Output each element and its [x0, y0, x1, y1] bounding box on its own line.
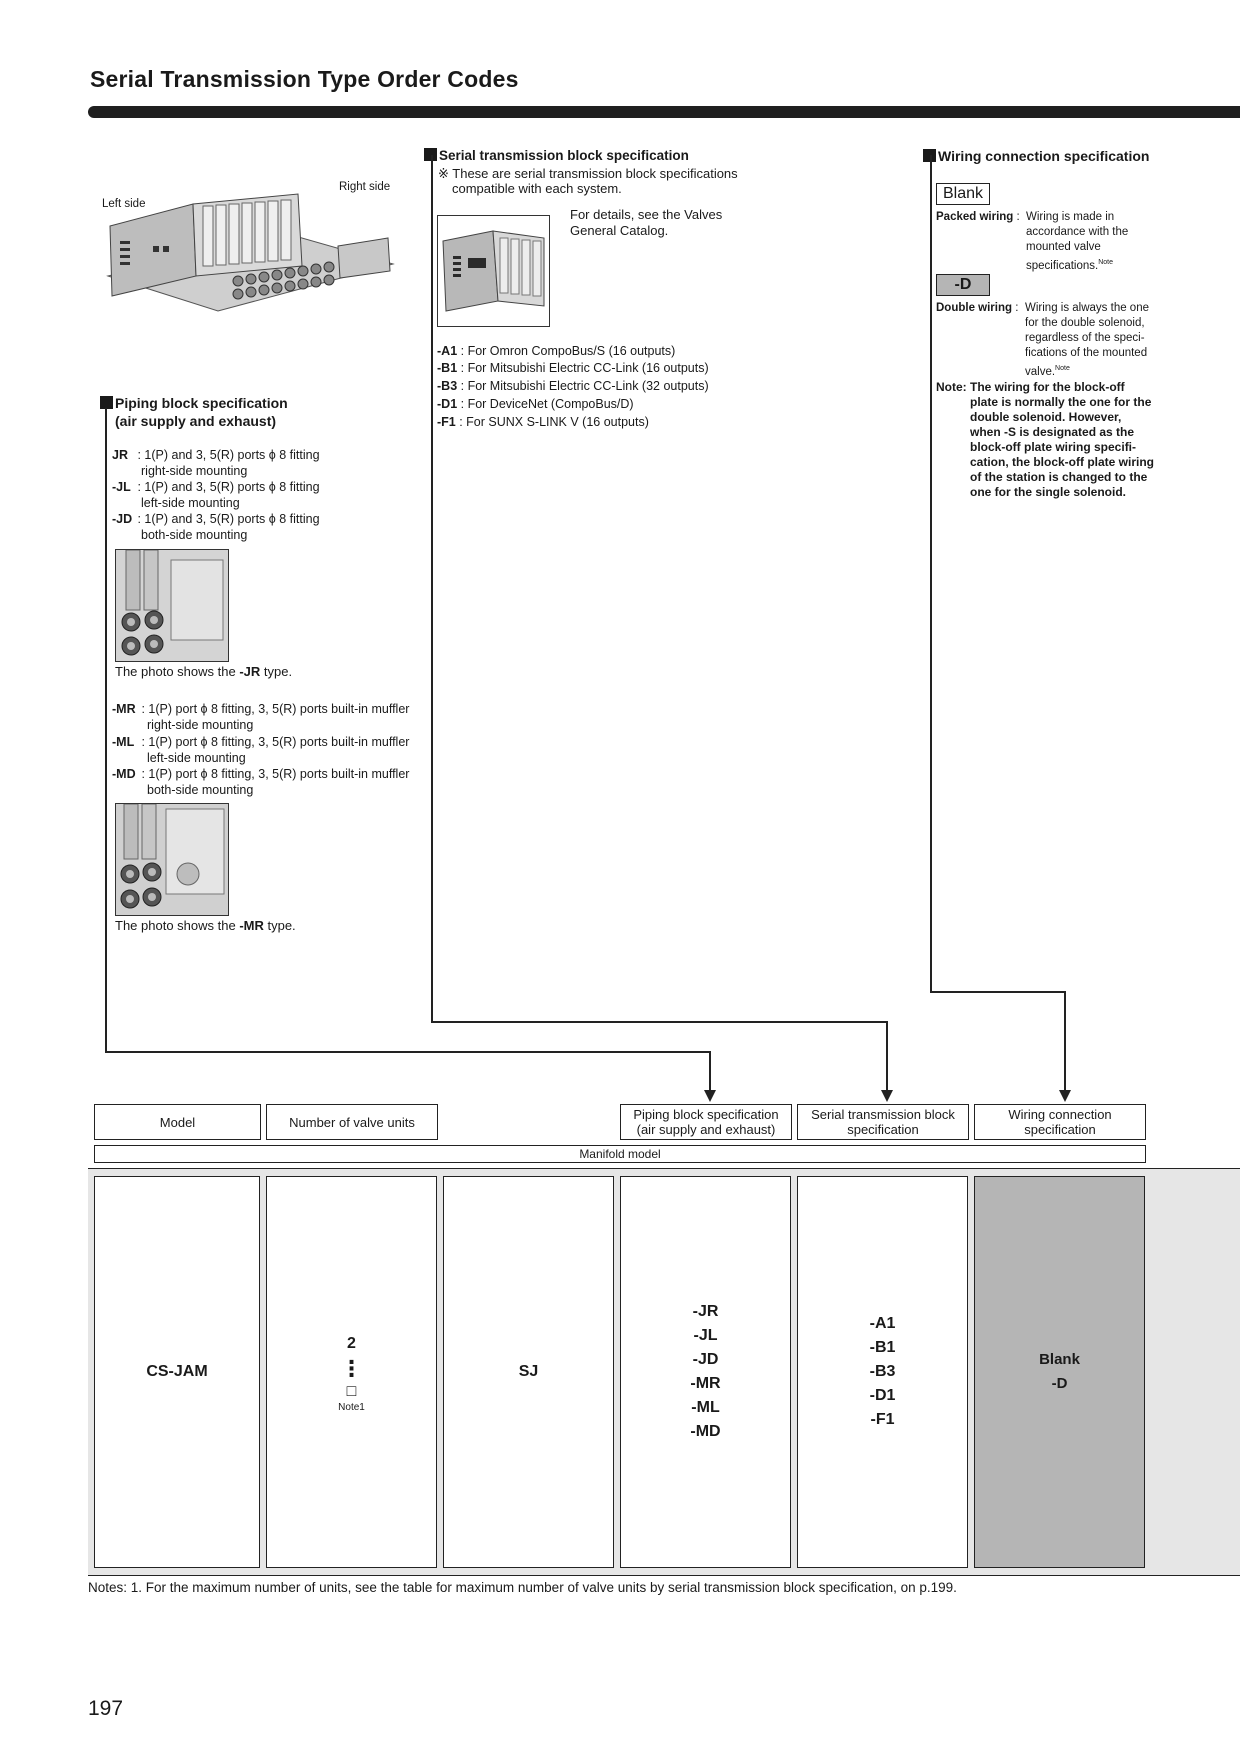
sep: :	[138, 735, 149, 749]
serial-connector-vertical	[431, 155, 433, 1022]
bullet-square-icon	[100, 396, 113, 409]
piping-item-mr-line2: right-side mounting	[147, 718, 254, 732]
packed-line-1: accordance with the	[1026, 226, 1129, 238]
serial-heading-text: Serial transmission block specification	[439, 148, 689, 163]
text: : For Omron CompoBus/S (16 outputs)	[457, 344, 676, 358]
sep: :	[138, 702, 149, 716]
note-sup: Note	[1098, 259, 1114, 266]
piping-code: -JL	[693, 1327, 718, 1344]
packed-line-2: mounted valve	[1026, 241, 1101, 253]
page-title: Serial Transmission Type Order Codes	[90, 66, 519, 92]
code: -D1	[437, 397, 458, 411]
left-side-label: Left side	[102, 198, 146, 210]
note-line: The wiring for the block-off	[970, 380, 1125, 394]
code: -B3	[437, 379, 458, 393]
header-units: Number of valve units	[266, 1104, 438, 1140]
line1: 1(P) port ϕ 8 fitting, 3, 5(R) ports built-in muffler	[148, 702, 410, 716]
wiring-connector-horizontal	[930, 991, 1065, 993]
header-model: Model	[94, 1104, 261, 1140]
piping-heading	[100, 394, 288, 412]
packed-line-0: Wiring is made in	[1026, 211, 1115, 223]
line1: 1(P) port ϕ 8 fitting, 3, 5(R) ports built-in muffler	[148, 767, 410, 781]
piping-item-jd-line2: both-side mounting	[141, 528, 248, 542]
units-note: Note1	[338, 1401, 365, 1413]
caption-pre: The photo shows the	[115, 918, 240, 933]
packed-line-3	[1026, 255, 1113, 274]
piping-code: -MD	[690, 1423, 721, 1440]
cell-model	[94, 1176, 260, 1568]
title-rule	[88, 106, 1240, 118]
units-top: 2	[347, 1334, 356, 1352]
code: JR	[112, 448, 128, 462]
caption-code: -MR	[239, 918, 264, 933]
piping-code: -MR	[690, 1375, 721, 1392]
wiring-connector-vertical	[930, 155, 932, 992]
piping-item-md-line2: both-side mounting	[147, 783, 254, 797]
header-piping	[620, 1104, 792, 1140]
code: -A1	[437, 344, 458, 358]
caption-post: type.	[260, 664, 293, 679]
piping-item-ml	[112, 734, 409, 750]
serial-item-a1	[437, 343, 675, 359]
label: Double wiring	[936, 302, 1013, 314]
piping-code: -JD	[692, 1351, 719, 1368]
line2: (air supply and exhaust)	[636, 1122, 776, 1137]
mr-type-photo	[115, 803, 229, 916]
cell-units	[266, 1176, 437, 1568]
serial-connector-horizontal	[431, 1021, 887, 1023]
text: : For Mitsubishi Electric CC-Link (32 outputs)	[457, 379, 709, 393]
page-number: 197	[88, 1697, 124, 1720]
sep: :	[138, 767, 149, 781]
header-wiring	[974, 1104, 1146, 1140]
manifold-model-label: Manifold model	[94, 1145, 1146, 1163]
line1: Serial transmission block	[811, 1107, 955, 1122]
piping-item-ml-line2: left-side mounting	[147, 751, 246, 765]
serial-item-b1	[437, 360, 709, 376]
label: Packed wiring	[936, 211, 1014, 223]
header-serial	[797, 1104, 969, 1140]
line1: 1(P) port ϕ 8 fitting, 3, 5(R) ports built-in muffler	[148, 735, 410, 749]
serial-code: -F1	[870, 1411, 895, 1428]
wiring-note-body	[970, 380, 1156, 500]
sep: :	[134, 448, 145, 462]
piping-arrow-icon	[704, 1090, 716, 1102]
blank-tag: Blank	[936, 183, 990, 205]
serial-code: -B1	[869, 1339, 896, 1356]
caption-pre: The photo shows the	[115, 664, 240, 679]
footnote: Notes: 1. For the maximum number of units, see the table for maximum number of valve units by serial transmission block specification, on p.199.	[88, 1580, 957, 1595]
piping-connector-vertical	[105, 408, 107, 1052]
piping-item-jl	[112, 479, 320, 495]
sep: :	[134, 480, 145, 494]
line2: specification	[1024, 1122, 1096, 1137]
piping-code: -JR	[692, 1303, 719, 1320]
cell-serial-codes	[797, 1176, 968, 1568]
serial-code: -B3	[869, 1363, 896, 1380]
code: -MR	[112, 702, 136, 716]
vertical-dots-icon: ⋮	[340, 1355, 363, 1381]
wiring-arrow-icon	[1059, 1090, 1071, 1102]
box-icon: □	[346, 1382, 357, 1400]
jr-type-photo	[115, 549, 229, 662]
serial-code: -A1	[869, 1315, 896, 1332]
double-line-4	[1025, 361, 1070, 380]
text: valve.	[1025, 365, 1056, 378]
serial-details-line2: General Catalog.	[570, 223, 669, 238]
code: -B1	[437, 361, 458, 375]
serial-heading	[424, 147, 689, 165]
line1: 1(P) and 3, 5(R) ports ϕ 8 fitting	[144, 480, 320, 494]
line1: Wiring connection	[1008, 1107, 1112, 1122]
serial-connector-drop	[886, 1021, 888, 1098]
d-tag: -D	[936, 274, 990, 296]
line2: specification	[847, 1122, 919, 1137]
piping-item-mr	[112, 701, 409, 717]
wiring-code: -D	[1051, 1375, 1068, 1392]
sep: :	[134, 512, 145, 526]
wiring-heading	[923, 147, 1149, 165]
caption-post: type.	[263, 918, 296, 933]
caption-code: -JR	[239, 664, 261, 679]
note-line: block-off plate wiring specifi-	[970, 440, 1137, 454]
note-line: when -S is designated as the	[970, 425, 1135, 439]
note-line: plate is normally the one for the	[970, 395, 1152, 409]
serial-note-line2: compatible with each system.	[452, 181, 622, 196]
sep: :	[1013, 211, 1020, 223]
piping-heading-line2: (air supply and exhaust)	[115, 413, 277, 429]
piping-item-jr	[112, 447, 320, 463]
packed-wiring-label	[936, 210, 1020, 225]
piping-item-md	[112, 766, 409, 782]
sj-value: SJ	[518, 1363, 539, 1380]
wiring-heading-text: Wiring connection specification	[938, 148, 1150, 164]
model-value: CS-JAM	[146, 1363, 208, 1380]
serial-item-b3	[437, 378, 709, 394]
text: : For DeviceNet (CompoBus/D)	[457, 397, 634, 411]
code: -JD	[112, 512, 133, 526]
serial-note-line1: ※ These are serial transmission block specifications	[438, 166, 738, 181]
note-line: one for the single solenoid.	[970, 485, 1127, 499]
wiring-note-label: Note:	[936, 380, 967, 394]
wiring-connector-drop	[1064, 991, 1066, 1098]
double-wiring-label	[936, 301, 1018, 316]
line1: 1(P) and 3, 5(R) ports ϕ 8 fitting	[144, 448, 320, 462]
code: -JL	[112, 480, 131, 494]
cell-wiring-codes	[974, 1176, 1145, 1568]
double-line-0: Wiring is always the one	[1025, 302, 1149, 314]
piping-code: -ML	[691, 1399, 720, 1416]
line1: 1(P) and 3, 5(R) ports ϕ 8 fitting	[144, 512, 320, 526]
serial-details-line1: For details, see the Valves	[570, 207, 723, 222]
code: -MD	[112, 767, 136, 781]
serial-code: -D1	[869, 1387, 896, 1404]
mr-photo-caption	[115, 918, 296, 933]
note-line: of the station is changed to the	[970, 470, 1148, 484]
line1: Piping block specification	[633, 1107, 779, 1122]
text: : For Mitsubishi Electric CC-Link (16 outputs)	[457, 361, 709, 375]
manifold-overview-photo	[98, 186, 398, 321]
serial-block-photo	[437, 215, 550, 327]
text: specifications.	[1026, 259, 1099, 272]
serial-item-d1	[437, 396, 634, 412]
piping-item-jr-line2: right-side mounting	[141, 464, 248, 478]
double-line-2: regardless of the speci-	[1025, 332, 1145, 344]
text: : For SUNX S-LINK V (16 outputs)	[455, 415, 649, 429]
serial-arrow-icon	[881, 1090, 893, 1102]
cell-sj	[443, 1176, 614, 1568]
jr-photo-caption	[115, 664, 292, 679]
double-line-3: fications of the mounted	[1025, 347, 1148, 359]
serial-item-f1	[437, 414, 649, 430]
sep: :	[1012, 302, 1019, 314]
wiring-code: Blank	[1039, 1351, 1080, 1368]
cell-piping-codes	[620, 1176, 791, 1568]
piping-connector-horizontal	[105, 1051, 710, 1053]
piping-item-jl-line2: left-side mounting	[141, 496, 240, 510]
code: -ML	[112, 735, 135, 749]
note-line: cation, the block-off plate wiring	[970, 455, 1155, 469]
piping-heading-line1: Piping block specification	[115, 395, 288, 411]
piping-item-jd	[112, 511, 320, 527]
note-line: double solenoid. However,	[970, 410, 1122, 424]
double-line-1: for the double solenoid,	[1025, 317, 1145, 329]
right-side-label: Right side	[339, 181, 391, 193]
note-sup: Note	[1055, 365, 1070, 372]
code: -F1	[437, 415, 456, 429]
